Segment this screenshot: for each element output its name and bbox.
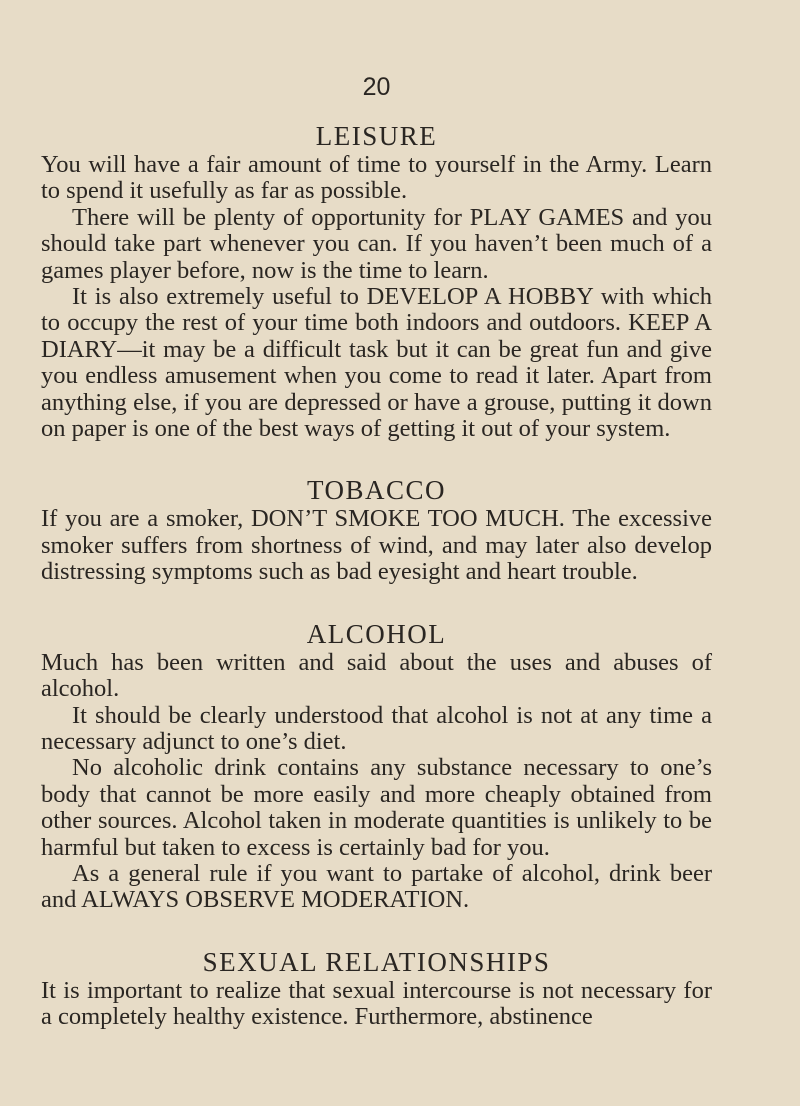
section-heading-leisure: LEISURE (315, 121, 438, 151)
alcohol-paragraph-2: It should be clearly understood that alcohol is not at any time a necessary adjunct to one’s diet. (41, 701, 712, 755)
sexual-relationships-paragraph-1: It is important to realize that sexual intercourse is not necessary for a completely healthy existence. Furthermore, abstinence (41, 976, 712, 1031)
section-tobacco (41, 474, 712, 585)
section-sexual-relationships (41, 946, 712, 1031)
alcohol-paragraph-3: No alcoholic drink contains any substance necessary to one’s body that cannot be more easily and more cheaply obtained from other sources. Alcohol taken in moderate quantities is unlikely to be harmful but taken to excess is certainly bad for you. (41, 754, 712, 861)
section-heading-sexual-relationships: SEXUAL RELATIONSHIPS (202, 946, 551, 977)
leisure-paragraph-1: You will have a fair amount of time to yourself in the Army. Learn to spend it usefully as far as possible. (41, 151, 712, 205)
leisure-paragraph-3: It is also extremely useful to DEVELOP A HOBBY with which to occupy the rest of your time both indoors and outdoors. KEEP A DIARY—it may be a difficult task but it can be great fun and give you endless amusement when you come to read it later. Apart from anything else, if you are depressed or have a grouse, putting it down on paper is one of the best ways of getting it out of your system. (41, 283, 712, 443)
alcohol-paragraph-1: Much has been written and said about the uses and abuses of alcohol. (41, 648, 712, 703)
tobacco-paragraph-1: If you are a smoker, DON’T SMOKE TOO MUCH. The excessive smoker suffers from shortness of wind, and may later also develop distressing symptoms such as bad eyesight and heart trouble. (41, 505, 712, 586)
page-number: 20 (362, 73, 391, 101)
section-heading-alcohol: ALCOHOL (306, 618, 447, 649)
leisure-paragraph-2: There will be plenty of opportunity for PLAY GAMES and you should take part whenever you can. If you haven’t been much of a games player before, now is the time to learn. (41, 203, 712, 284)
section-leisure (41, 120, 712, 442)
alcohol-paragraph-4: As a general rule if you want to partake of alcohol, drink beer and ALWAYS OBSERVE MODERATION. (41, 859, 712, 914)
section-heading-tobacco: TOBACCO (306, 475, 447, 506)
section-alcohol (41, 618, 712, 914)
